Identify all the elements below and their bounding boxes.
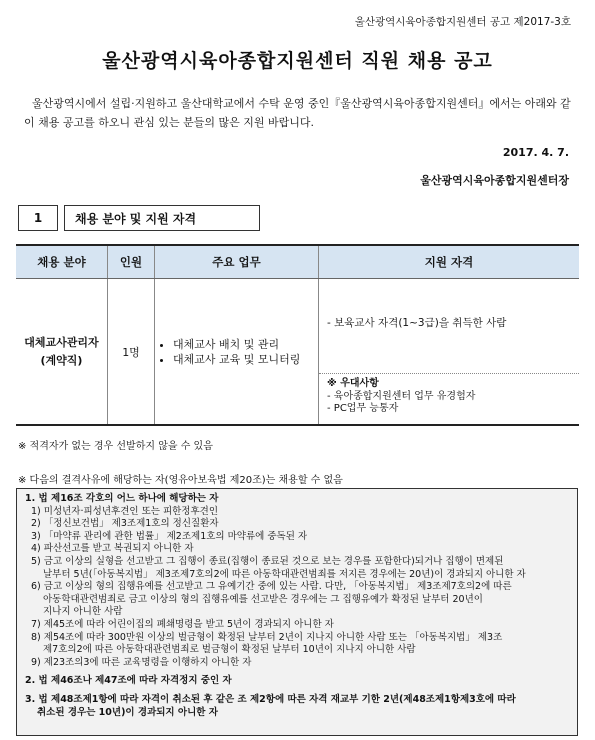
duty-item: • 대체교사 배치 및 관리 bbox=[173, 337, 317, 352]
duty-item: • 대체교사 교육 및 모니터링 bbox=[173, 352, 317, 367]
disq-heading-3: 3. 법 제48조제1항에 따라 자격이 취소된 후 같은 조 제2항에 따른 자격 재교부 기한 2년(제48조제1항제3호에 따라 bbox=[25, 693, 516, 705]
disq-heading-1: 1. 법 제16조 각호의 어느 하나에 해당하는 자 bbox=[25, 493, 219, 504]
count-cell: 1명 bbox=[108, 279, 155, 426]
header-qualification: 지원 자격 bbox=[319, 245, 580, 279]
qualification-cell bbox=[319, 279, 580, 426]
header-field: 채용 분야 bbox=[16, 245, 108, 279]
disq-heading-2: 2. 법 제46조나 제47조에 따라 자격정지 중인 자 bbox=[25, 675, 232, 687]
table-header-row bbox=[16, 245, 579, 279]
disq-item: 8) 제54조에 따라 300만원 이상의 벌금형이 확정된 날부터 2년이 지나지 아니한 사람 또는 「아동복지법」 제3조 bbox=[31, 631, 503, 643]
organization-name: 울산광역시육아종합지원센터장 bbox=[420, 174, 569, 187]
disq-item: 2) 「정신보건법」 제3조제1호의 정신질환자 bbox=[31, 518, 219, 530]
intro-paragraph: 울산광역시에서 설립·지원하고 울산대학교에서 수탁 운영 중인『울산광역시육아종합지원센터』에서는 아래와 같이 채용 공고를 하오니 관심 있는 분들의 많은 지원 바랍니다. bbox=[24, 97, 571, 129]
section-title: 채용 분야 및 지원 자격 bbox=[64, 205, 260, 231]
field-type: (계약직) bbox=[40, 353, 83, 367]
section-number: 1 bbox=[18, 205, 58, 231]
disq-item-cont: 지나지 아니한 사람 bbox=[43, 606, 123, 618]
note-disqualification: ※ 다음의 결격사유에 해당하는 자(영유아보육법 제20조)는 채용할 수 없음 bbox=[18, 475, 343, 486]
note-no-selection: ※ 적격자가 없는 경우 선발하지 않을 수 있음 bbox=[18, 441, 213, 452]
preference-item: - 육아종합지원센터 업무 유경험자 bbox=[327, 390, 476, 402]
notice-date: 2017. 4. 7. bbox=[502, 146, 569, 159]
page-title: 울산광역시육아종합지원센터 직원 채용 공고 bbox=[102, 50, 493, 72]
notice-number: 울산광역시육아종합지원센터 공고 제2017-3호 bbox=[354, 16, 571, 28]
disq-item: 9) 제23조의3에 따른 교육명령을 이행하지 아니한 자 bbox=[31, 656, 252, 668]
disqualification-box bbox=[16, 488, 578, 736]
field-cell bbox=[16, 279, 108, 426]
duties-list bbox=[161, 337, 317, 367]
disq-item-cont: 제7호의2에 따른 아동학대관련범죄로 벌금형이 확정된 날부터 10년이 지나지 아니한 사람 bbox=[43, 644, 416, 656]
disq-item: 7) 제45조에 따라 어린이집의 폐쇄명령을 받고 5년이 경과되지 아니한 자 bbox=[31, 618, 334, 630]
header-duties: 주요 업무 bbox=[155, 245, 319, 279]
preference-title: ※ 우대사항 bbox=[327, 378, 379, 389]
preference-item: - PC업무 능통자 bbox=[327, 403, 399, 414]
recruitment-table bbox=[16, 244, 579, 426]
header-count: 인원 bbox=[108, 245, 155, 279]
disq-item-cont: 아동학대관련범죄로 금고 이상의 형의 집행유예를 선고받은 경우에는 그 집행유예가 확정된 날부터 20년이 bbox=[43, 593, 483, 605]
field-name: 대체교사관리자 bbox=[24, 335, 99, 349]
disq-item-cont: 날부터 5년(「아동복지법」 제3조제7호의2에 따른 아동학대관련범죄를 저지른 경우에는 20년)이 경과되지 아니한 자 bbox=[43, 568, 526, 580]
disq-item: 6) 금고 이상의 형의 집행유예를 선고받고 그 유예기간 중에 있는 사람. 다만, 「아동복지법」 제3조제7호의2에 따른 bbox=[31, 581, 512, 593]
qualification-text: - 보육교사 자격(1~3급)을 취득한 사람 bbox=[319, 279, 579, 374]
duties-cell bbox=[155, 279, 319, 426]
table-row bbox=[16, 279, 579, 426]
disq-heading-3-cont: 취소된 경우는 10년)이 경과되지 아니한 자 bbox=[37, 706, 218, 718]
disq-item: 1) 미성년자·피성년후견인 또는 피한정후견인 bbox=[31, 505, 219, 517]
preferences-block bbox=[319, 374, 579, 424]
disq-item: 3) 「마약류 관리에 관한 법률」 제2조제1호의 마약류에 중독된 자 bbox=[31, 530, 308, 542]
disq-item: 4) 파산선고를 받고 복권되지 아니한 자 bbox=[31, 543, 194, 555]
disq-item: 5) 금고 이상의 실형을 선고받고 그 집행이 종료(집행이 종료된 것으로 보는 경우를 포함한다)되거나 집행이 면제된 bbox=[31, 555, 504, 567]
